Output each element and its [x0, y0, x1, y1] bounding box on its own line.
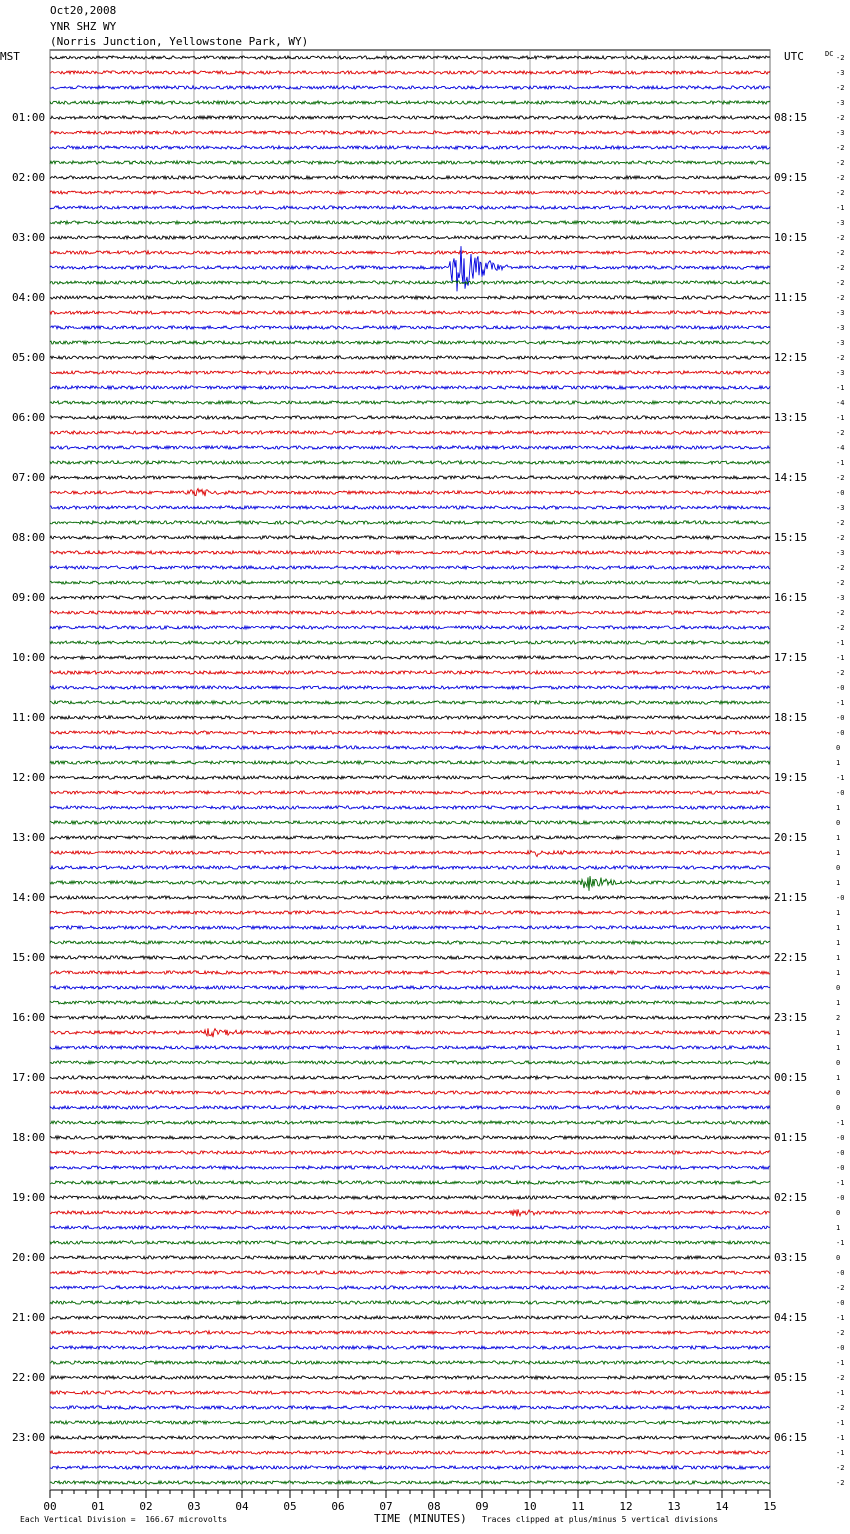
mst-hour-label: 03:00 [12, 230, 46, 244]
dc-offset-label: -3 [836, 338, 845, 347]
trace-line [50, 806, 770, 809]
dc-label: DC [825, 50, 834, 58]
dc-offset-label: -2 [836, 263, 845, 272]
dc-offset-label: -2 [836, 563, 845, 572]
dc-offset-label: 0 [836, 863, 841, 872]
trace-line [50, 1301, 770, 1304]
clip-note: Traces clipped at plus/minus 5 vertical divisions [482, 1515, 719, 1524]
trace-line [50, 176, 770, 179]
dc-offset-label: -1 [836, 413, 845, 422]
trace-line [50, 1286, 770, 1289]
dc-offset-label: -2 [836, 188, 845, 197]
trace-line [50, 1106, 770, 1109]
mst-hour-label: 17:00 [12, 1070, 46, 1084]
trace-line [50, 986, 770, 989]
x-tick-label: 15 [763, 1500, 777, 1513]
dc-offset-label: -2 [836, 578, 845, 587]
utc-hour-label: 17:15 [774, 650, 808, 664]
dc-offset-label: 1 [836, 1223, 841, 1232]
chart-location: (Norris Junction, Yellowstone Park, WY) [50, 35, 309, 48]
dc-offset-label: -2 [836, 353, 845, 362]
trace-line [50, 386, 770, 389]
dc-offset-label: -1 [836, 1313, 845, 1322]
dc-offset-label: -0 [836, 713, 845, 722]
trace-line [50, 1331, 770, 1334]
trace-line [50, 1181, 770, 1184]
trace-line [50, 1076, 770, 1079]
dc-offset-label: 0 [836, 1088, 841, 1097]
dc-offset-label: -0 [836, 1133, 845, 1142]
dc-offset-label: -1 [836, 653, 845, 662]
dc-offset-label: -2 [836, 518, 845, 527]
utc-hour-label: 00:15 [774, 1070, 808, 1084]
trace-line [50, 716, 770, 719]
utc-hour-label: 05:15 [774, 1370, 808, 1384]
dc-offset-label: -2 [836, 1403, 845, 1412]
chart-date: Oct20,2008 [50, 4, 117, 17]
trace-line [50, 656, 770, 659]
dc-offset-label: 1 [836, 758, 841, 767]
dc-offset-label: -2 [836, 533, 845, 542]
dc-offset-label: 1 [836, 908, 841, 917]
x-tick-label: 08 [427, 1500, 441, 1513]
utc-hour-label: 09:15 [774, 170, 808, 184]
mst-hour-label: 19:00 [12, 1190, 46, 1204]
x-tick-label: 05 [283, 1500, 297, 1513]
dc-offset-label: 1 [836, 878, 841, 887]
trace-line [50, 476, 770, 479]
x-tick-label: 12 [619, 1500, 633, 1513]
trace-line [50, 281, 770, 284]
trace-line [50, 1346, 770, 1349]
dc-offset-label: 1 [836, 938, 841, 947]
trace-line [50, 1091, 770, 1094]
x-tick-label: 03 [187, 1500, 201, 1513]
trace-line [50, 911, 770, 914]
utc-hour-label: 21:15 [774, 890, 808, 904]
x-tick-label: 02 [139, 1500, 153, 1513]
x-tick-label: 07 [379, 1500, 393, 1513]
trace-line [50, 1391, 770, 1394]
trace-line [50, 461, 770, 464]
chart-station: YNR SHZ WY [50, 20, 117, 33]
dc-offset-label: -2 [836, 233, 845, 242]
dc-offset-label: 1 [836, 968, 841, 977]
trace-line [50, 776, 770, 779]
utc-hour-label: 14:15 [774, 470, 808, 484]
utc-hour-label: 19:15 [774, 770, 808, 784]
utc-hour-label: 16:15 [774, 590, 808, 604]
trace-line [50, 489, 770, 497]
trace-line [50, 1196, 770, 1199]
trace-line [50, 1151, 770, 1154]
dc-offset-label: -3 [836, 503, 845, 512]
utc-hour-label: 18:15 [774, 710, 808, 724]
dc-offset-label: -0 [836, 788, 845, 797]
mst-hour-label: 16:00 [12, 1010, 46, 1024]
x-axis-title: TIME (MINUTES) [374, 1512, 467, 1525]
dc-offset-label: -1 [836, 1433, 845, 1442]
trace-line [50, 851, 770, 857]
dc-offset-label: -0 [836, 728, 845, 737]
mst-hour-label: 08:00 [12, 530, 46, 544]
trace-line [50, 191, 770, 194]
utc-hour-label: 08:15 [774, 110, 808, 124]
trace-line [50, 56, 770, 59]
dc-offset-label: -2 [836, 473, 845, 482]
trace-line [50, 596, 770, 599]
dc-offset-label: -2 [836, 143, 845, 152]
utc-hour-label: 15:15 [774, 530, 808, 544]
trace-line [50, 1136, 770, 1139]
trace-line [50, 1001, 770, 1004]
trace-line [50, 701, 770, 704]
dc-offset-label: -1 [836, 1118, 845, 1127]
dc-offset-label: 1 [836, 1043, 841, 1052]
trace-line [50, 1271, 770, 1274]
x-tick-label: 06 [331, 1500, 345, 1513]
dc-offset-label: -1 [836, 1178, 845, 1187]
utc-hour-label: 01:15 [774, 1130, 808, 1144]
trace-line [50, 926, 770, 929]
dc-offset-label: 1 [836, 1073, 841, 1082]
dc-offset-label: -1 [836, 383, 845, 392]
dc-offset-label: -1 [836, 1418, 845, 1427]
trace-line [50, 131, 770, 134]
trace-line [50, 371, 770, 374]
trace-line [50, 1046, 770, 1049]
dc-offset-label: 2 [836, 1013, 841, 1022]
dc-offset-label: -2 [836, 1478, 845, 1487]
trace-line [50, 1241, 770, 1244]
x-tick-label: 11 [571, 1500, 585, 1513]
dc-offset-label: -2 [836, 1283, 845, 1292]
dc-offset-label: -2 [836, 1463, 845, 1472]
dc-offset-label: -0 [836, 1298, 845, 1307]
trace-line [50, 626, 770, 629]
trace-line [50, 326, 770, 329]
dc-offset-label: -3 [836, 323, 845, 332]
mst-hour-label: 12:00 [12, 770, 46, 784]
trace-line [50, 836, 770, 839]
dc-offset-label: -2 [836, 608, 845, 617]
mst-hour-label: 10:00 [12, 650, 46, 664]
trace-line [50, 971, 770, 974]
trace-line [50, 251, 770, 254]
mst-hour-label: 04:00 [12, 290, 46, 304]
dc-offset-label: -3 [836, 218, 845, 227]
trace-line [50, 746, 770, 749]
trace-line [50, 1209, 770, 1216]
utc-hour-label: 02:15 [774, 1190, 808, 1204]
dc-offset-label: 0 [836, 818, 841, 827]
dc-offset-label: -2 [836, 1373, 845, 1382]
utc-hour-label: 12:15 [774, 350, 808, 364]
trace-line [50, 1166, 770, 1169]
trace-line [50, 821, 770, 824]
trace-line [50, 206, 770, 209]
trace-line [50, 1436, 770, 1439]
dc-offset-label: 1 [836, 923, 841, 932]
trace-line [50, 161, 770, 164]
x-tick-label: 14 [715, 1500, 729, 1513]
trace-line [50, 311, 770, 314]
dc-offset-label: -2 [836, 173, 845, 182]
trace-line [50, 1121, 770, 1124]
dc-offset-label: -1 [836, 1358, 845, 1367]
trace-line [50, 761, 770, 764]
x-tick-label: 10 [523, 1500, 537, 1513]
dc-offset-label: -3 [836, 128, 845, 137]
dc-offset-label: -3 [836, 593, 845, 602]
dc-offset-label: -1 [836, 1448, 845, 1457]
dc-offset-label: -2 [836, 113, 845, 122]
trace-line [50, 876, 770, 891]
dc-offset-label: -1 [836, 698, 845, 707]
trace-line [50, 1061, 770, 1064]
dc-offset-label: -1 [836, 458, 845, 467]
mst-hour-label: 21:00 [12, 1310, 46, 1324]
dc-offset-label: 1 [836, 998, 841, 1007]
dc-offset-label: -1 [836, 203, 845, 212]
trace-line [50, 1406, 770, 1409]
dc-offset-label: -3 [836, 68, 845, 77]
mst-hour-label: 20:00 [12, 1250, 46, 1264]
trace-line [50, 1226, 770, 1229]
trace-line [50, 1256, 770, 1259]
trace-line [50, 941, 770, 944]
trace-line [50, 101, 770, 104]
utc-hour-label: 20:15 [774, 830, 808, 844]
right-axis-label: UTC [784, 50, 804, 63]
dc-offset-label: -2 [836, 1328, 845, 1337]
trace-line [50, 956, 770, 959]
trace-line [50, 341, 770, 344]
dc-offset-label: -3 [836, 548, 845, 557]
trace-line [50, 236, 770, 239]
trace-line [50, 866, 770, 869]
utc-hour-label: 23:15 [774, 1010, 808, 1024]
dc-offset-label: -0 [836, 1268, 845, 1277]
trace-line [50, 1361, 770, 1364]
dc-offset-label: 1 [836, 848, 841, 857]
dc-offset-label: -2 [836, 293, 845, 302]
trace-line [50, 611, 770, 614]
trace-line [50, 1016, 770, 1019]
dc-offset-label: -1 [836, 773, 845, 782]
trace-line [50, 731, 770, 734]
dc-offset-label: -3 [836, 98, 845, 107]
trace-line [50, 401, 770, 404]
mst-hour-label: 18:00 [12, 1130, 46, 1144]
utc-hour-label: 10:15 [774, 230, 808, 244]
trace-line [50, 71, 770, 74]
left-axis-label: MST [0, 50, 20, 63]
dc-offset-label: -3 [836, 368, 845, 377]
trace-line [50, 1316, 770, 1319]
utc-hour-label: 22:15 [774, 950, 808, 964]
dc-offset-label: -1 [836, 638, 845, 647]
trace-line [50, 506, 770, 509]
trace-line [50, 671, 770, 674]
trace-line [50, 146, 770, 149]
trace-line [50, 431, 770, 434]
mst-hour-label: 05:00 [12, 350, 46, 364]
x-tick-label: 01 [91, 1500, 105, 1513]
scale-note: Each Vertical Division = 166.67 microvolts [20, 1515, 228, 1524]
dc-offset-label: -0 [836, 683, 845, 692]
dc-offset-label: -0 [836, 488, 845, 497]
trace-line [50, 896, 770, 899]
trace-line [50, 116, 770, 119]
trace-line [50, 551, 770, 554]
trace-line [50, 1481, 770, 1484]
dc-offset-label: -0 [836, 1163, 845, 1172]
dc-offset-label: -0 [836, 1193, 845, 1202]
x-tick-label: 13 [667, 1500, 681, 1513]
trace-line [50, 1376, 770, 1379]
utc-hour-label: 06:15 [774, 1430, 808, 1444]
trace-line [50, 1028, 770, 1037]
mst-hour-label: 09:00 [12, 590, 46, 604]
trace-line [50, 536, 770, 539]
dc-offset-label: -1 [836, 1238, 845, 1247]
dc-offset-label: 1 [836, 833, 841, 842]
utc-hour-label: 13:15 [774, 410, 808, 424]
trace-line [50, 1421, 770, 1424]
trace-line [50, 521, 770, 524]
mst-hour-label: 23:00 [12, 1430, 46, 1444]
dc-offset-label: -3 [836, 308, 845, 317]
dc-offset-label: -2 [836, 428, 845, 437]
dc-offset-label: -1 [836, 1388, 845, 1397]
mst-hour-label: 14:00 [12, 890, 46, 904]
dc-offset-label: -2 [836, 248, 845, 257]
dc-offset-label: -0 [836, 893, 845, 902]
mst-hour-label: 11:00 [12, 710, 46, 724]
trace-line [50, 356, 770, 359]
dc-offset-label: -2 [836, 158, 845, 167]
dc-offset-label: -2 [836, 83, 845, 92]
dc-offset-label: -0 [836, 1343, 845, 1352]
mst-hour-label: 06:00 [12, 410, 46, 424]
trace-line [50, 1466, 770, 1469]
dc-offset-label: 0 [836, 983, 841, 992]
mst-hour-label: 13:00 [12, 830, 46, 844]
trace-line [50, 86, 770, 89]
mst-hour-label: 15:00 [12, 950, 46, 964]
trace-line [50, 791, 770, 794]
utc-hour-label: 04:15 [774, 1310, 808, 1324]
dc-offset-label: 0 [836, 743, 841, 752]
mst-hour-label: 01:00 [12, 110, 46, 124]
trace-line [50, 416, 770, 419]
trace-line [50, 1451, 770, 1454]
x-tick-label: 04 [235, 1500, 249, 1513]
dc-offset-label: -4 [836, 398, 845, 407]
trace-line [50, 686, 770, 689]
trace-line [50, 566, 770, 569]
x-tick-label: 00 [43, 1500, 57, 1513]
dc-offset-label: -4 [836, 443, 845, 452]
dc-offset-label: 0 [836, 1253, 841, 1262]
dc-offset-label: -2 [836, 53, 845, 62]
dc-offset-label: 1 [836, 1028, 841, 1037]
utc-hour-label: 11:15 [774, 290, 808, 304]
dc-offset-label: 0 [836, 1103, 841, 1112]
dc-offset-label: -2 [836, 668, 845, 677]
dc-offset-label: 1 [836, 953, 841, 962]
mst-hour-label: 02:00 [12, 170, 46, 184]
trace-line [50, 641, 770, 644]
dc-offset-label: 0 [836, 1208, 841, 1217]
utc-hour-label: 03:15 [774, 1250, 808, 1264]
x-tick-label: 09 [475, 1500, 489, 1513]
mst-hour-label: 22:00 [12, 1370, 46, 1384]
trace-line [50, 446, 770, 449]
trace-line [50, 296, 770, 299]
dc-offset-label: -2 [836, 278, 845, 287]
trace-line [50, 221, 770, 224]
trace-line [50, 581, 770, 584]
dc-offset-label: 1 [836, 803, 841, 812]
dc-offset-label: 0 [836, 1058, 841, 1067]
mst-hour-label: 07:00 [12, 470, 46, 484]
dc-offset-label: -0 [836, 1148, 845, 1157]
dc-offset-label: -2 [836, 623, 845, 632]
